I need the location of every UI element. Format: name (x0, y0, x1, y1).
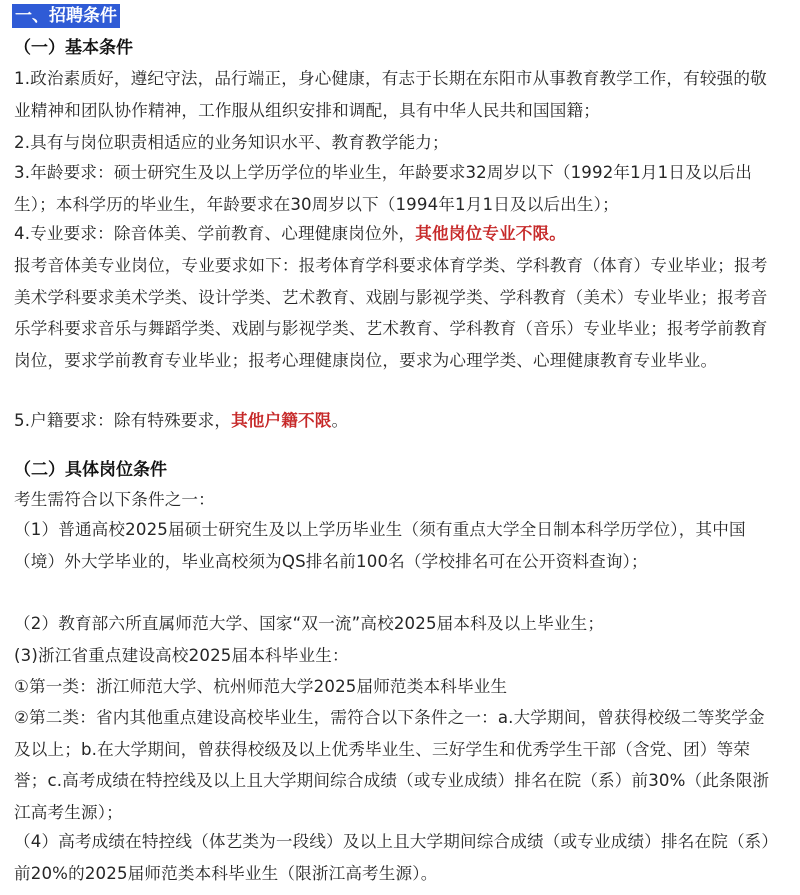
section-title: 一、招聘条件 (12, 4, 120, 28)
basic-item-2: 2.具有与岗位职责相适应的业务知识水平、教育教学能力； (14, 133, 449, 152)
basic-item-4 (14, 218, 774, 250)
condition-3: (3)浙江省重点建设高校2025届本科毕业生： (14, 646, 349, 665)
specific-conditions-heading: （二）具体岗位条件 (14, 460, 167, 480)
basic-item-5-emphasis: 其他户籍不限 (231, 411, 332, 430)
basic-conditions-heading: （一）基本条件 (14, 38, 133, 58)
condition-4: （4）高考成绩在特控线（体艺类为一段线）及以上且大学期间综合成绩（或专业成绩）排名在院（系）前20%的2025届师范类本科毕业生（限浙江高考生源）。 (14, 832, 770, 883)
condition-3a: ①第一类：浙江师范大学、杭州师范大学2025届师范类本科毕业生 (14, 677, 508, 696)
basic-item-4-detail: 报考音体美专业岗位，专业要求如下：报考体育学科要求体育学类、学科教育（体育）专业毕业；报考美术学科要求美术学类、设计学类、艺术教育、戏剧与影视学类、学科教育（美术）专业毕业；报考音乐学科要求音乐与舞蹈学类、戏剧与影视学类、艺术教育、学科教育（音乐）专业毕业；报考学前教育岗位，要求学前教育专业毕业；报考心理健康岗位，要求为心理学类、心理健康教育专业毕业。 (14, 256, 768, 370)
basic-item-5 (14, 405, 774, 437)
condition-1: （1）普通高校2025届硕士研究生及以上学历毕业生（须有重点大学全日制本科学历学位），其中国（境）外大学毕业的，毕业高校须为QS排名前100名（学校排名可在公开资料查询）； (14, 520, 746, 571)
condition-3b: ②第二类：省内其他重点建设高校毕业生，需符合以下条件之一：a.大学期间，曾获得校级二等奖学金及以上；b.在大学期间，曾获得校级及以上优秀毕业生、三好学生和优秀学生干部（含党、团）等荣誉；c.高考成绩在特控线及以上且大学期间综合成绩（或专业成绩）排名在院（系）前30%（此条限浙江高考生源）； (14, 708, 770, 822)
basic-item-5-text: 5.户籍要求：除有特殊要求， (14, 411, 232, 430)
condition-2: （2）教育部六所直属师范大学、国家“双一流”高校2025届本科及以上毕业生； (14, 614, 605, 633)
basic-item-1: 1.政治素质好，遵纪守法，品行端正，身心健康，有志于长期在东阳市从事教育教学工作，有较强的敬业精神和团队协作精神，工作服从组织安排和调配，具有中华人民共和国国籍； (14, 69, 767, 120)
basic-item-5-suffix: 。 (331, 411, 349, 430)
specific-intro: 考生需符合以下条件之一： (14, 490, 215, 509)
basic-item-4-emphasis: 其他岗位专业不限。 (415, 224, 566, 243)
basic-item-4-text: 4.专业要求：除音体美、学前教育、心理健康岗位外， (14, 224, 416, 243)
basic-item-3: 3.年龄要求：硕士研究生及以上学历学位的毕业生，年龄要求32周岁以下（1992年1月1日及以后出生）；本科学历的毕业生，年龄要求在30周岁以下（1994年1月1日及以后出生）； (14, 163, 753, 214)
